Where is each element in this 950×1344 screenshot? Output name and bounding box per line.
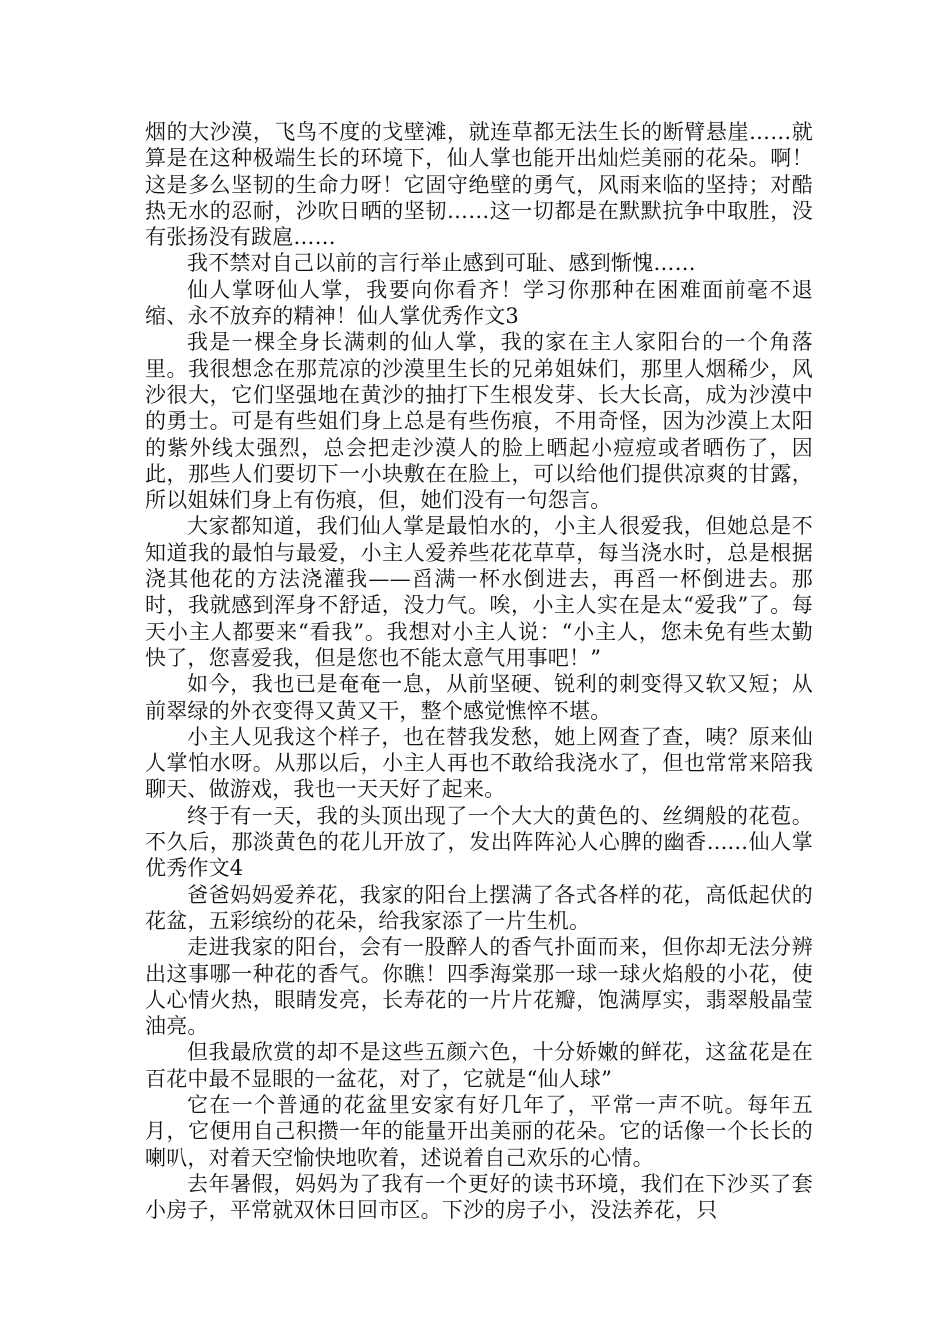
paragraph: 如今，我也已是奄奄一息，从前坚硬、锐利的刺变得又软又短；从前翠绿的外衣变得又黄又干，整个感觉憔悴不堪。 (145, 672, 813, 723)
paragraph: 烟的大沙漠，飞鸟不度的戈壁滩，就连草都无法生长的断臂悬崖……就算是在这种极端生长的环境下，仙人掌也能开出灿烂美丽的花朵。啊！这是多么坚韧的生命力呀！它固守绝壁的勇气，风雨来临的坚持；对酷热无水的忍耐，沙吹日晒的坚韧……这一切都是在默默抗争中取胜，没有张扬没有跋扈…… (145, 120, 813, 250)
paragraph: 我不禁对自己以前的言行举止感到可耻、感到惭愧…… (187, 251, 696, 276)
paragraph: 去年暑假，妈妈为了我有一个更好的读书环境，我们在下沙买了套小房子，平常就双休日回市区。下沙的房子小，没法养花，只 (145, 1171, 813, 1223)
paragraph: 但我最欣赏的却不是这些五颜六色，十分娇嫩的鲜花，这盆花是在百花中最不显眼的一盆花，对了，它就是“仙人球” (145, 1040, 813, 1091)
paragraph: 爸爸妈妈爱养花，我家的阳台上摆满了各式各样的花，高低起伏的花盆，五彩缤纷的花朵，给我家添了一片生机。 (145, 882, 813, 933)
document-body (145, 119, 813, 1223)
paragraph: 仙人掌呀仙人掌，我要向你看齐！学习你那种在困难面前毫不退缩、永不放弃的精神！仙人掌优秀作文3 (145, 277, 813, 329)
paragraph: 我是一棵全身长满刺的仙人掌，我的家在主人家阳台的一个角落里。我很想念在那荒凉的沙漠里生长的兄弟姐妹们，那里人烟稀少，风沙很大，它们坚强地在黄沙的抽打下生根发芽、长大长高，成为沙漠中的勇士。可是有些姐们身上总是有些伤痕，不用奇怪，因为沙漠上太阳的紫外线太强烈，总会把走沙漠人的脸上晒起小痘痘或者晒伤了，因此，那些人们要切下一小块敷在在脸上，可以给他们提供凉爽的甘露，所以姐妹们身上有伤痕，但，她们没有一句怨言。 (145, 330, 813, 513)
paragraph: 走进我家的阳台，会有一股醉人的香气扑面而来，但你却无法分辨出这事哪一种花的香气。你瞧！四季海棠那一球一球火焰般的小花，使人心情火热，眼睛发亮，长寿花的一片片花瓣，饱满厚实，翡翠般晶莹油亮。 (145, 935, 813, 1039)
paragraph: 大家都知道，我们仙人掌是最怕水的，小主人很爱我，但她总是不知道我的最怕与最爱，小主人爱养些花花草草，每当浇水时，总是根据浇其他花的方法浇灌我——舀满一杯水倒进去，再舀一杯倒进去。那时，我就感到浑身不舒适，没力气。唉，小主人实在是太“爱我”了。每天小主人都要来“看我”。我想对小主人说：“小主人，您未免有些太勤快了，您喜爱我，但是您也不能太意气用事吧！” (145, 514, 813, 670)
paragraph: 小主人见我这个样子，也在替我发愁，她上网查了查，咦？原来仙人掌怕水呀。从那以后，小主人再也不敢给我浇水了，但也常常来陪我聊天、做游戏，我也一天天好了起来。 (145, 724, 813, 802)
paragraph: 它在一个普通的花盆里安家有好几年了，平常一声不吭。每年五月，它便用自己积攒一年的能量开出美丽的花朵。它的话像一个长长的喇叭，对着天空愉快地吹着，述说着自己欢乐的心情。 (145, 1092, 813, 1170)
paragraph: 终于有一天，我的头顶出现了一个大大的黄色的、丝绸般的花苞。不久后，那淡黄色的花儿开放了，发出阵阵沁人心脾的幽香......仙人掌优秀作文4 (145, 803, 813, 881)
